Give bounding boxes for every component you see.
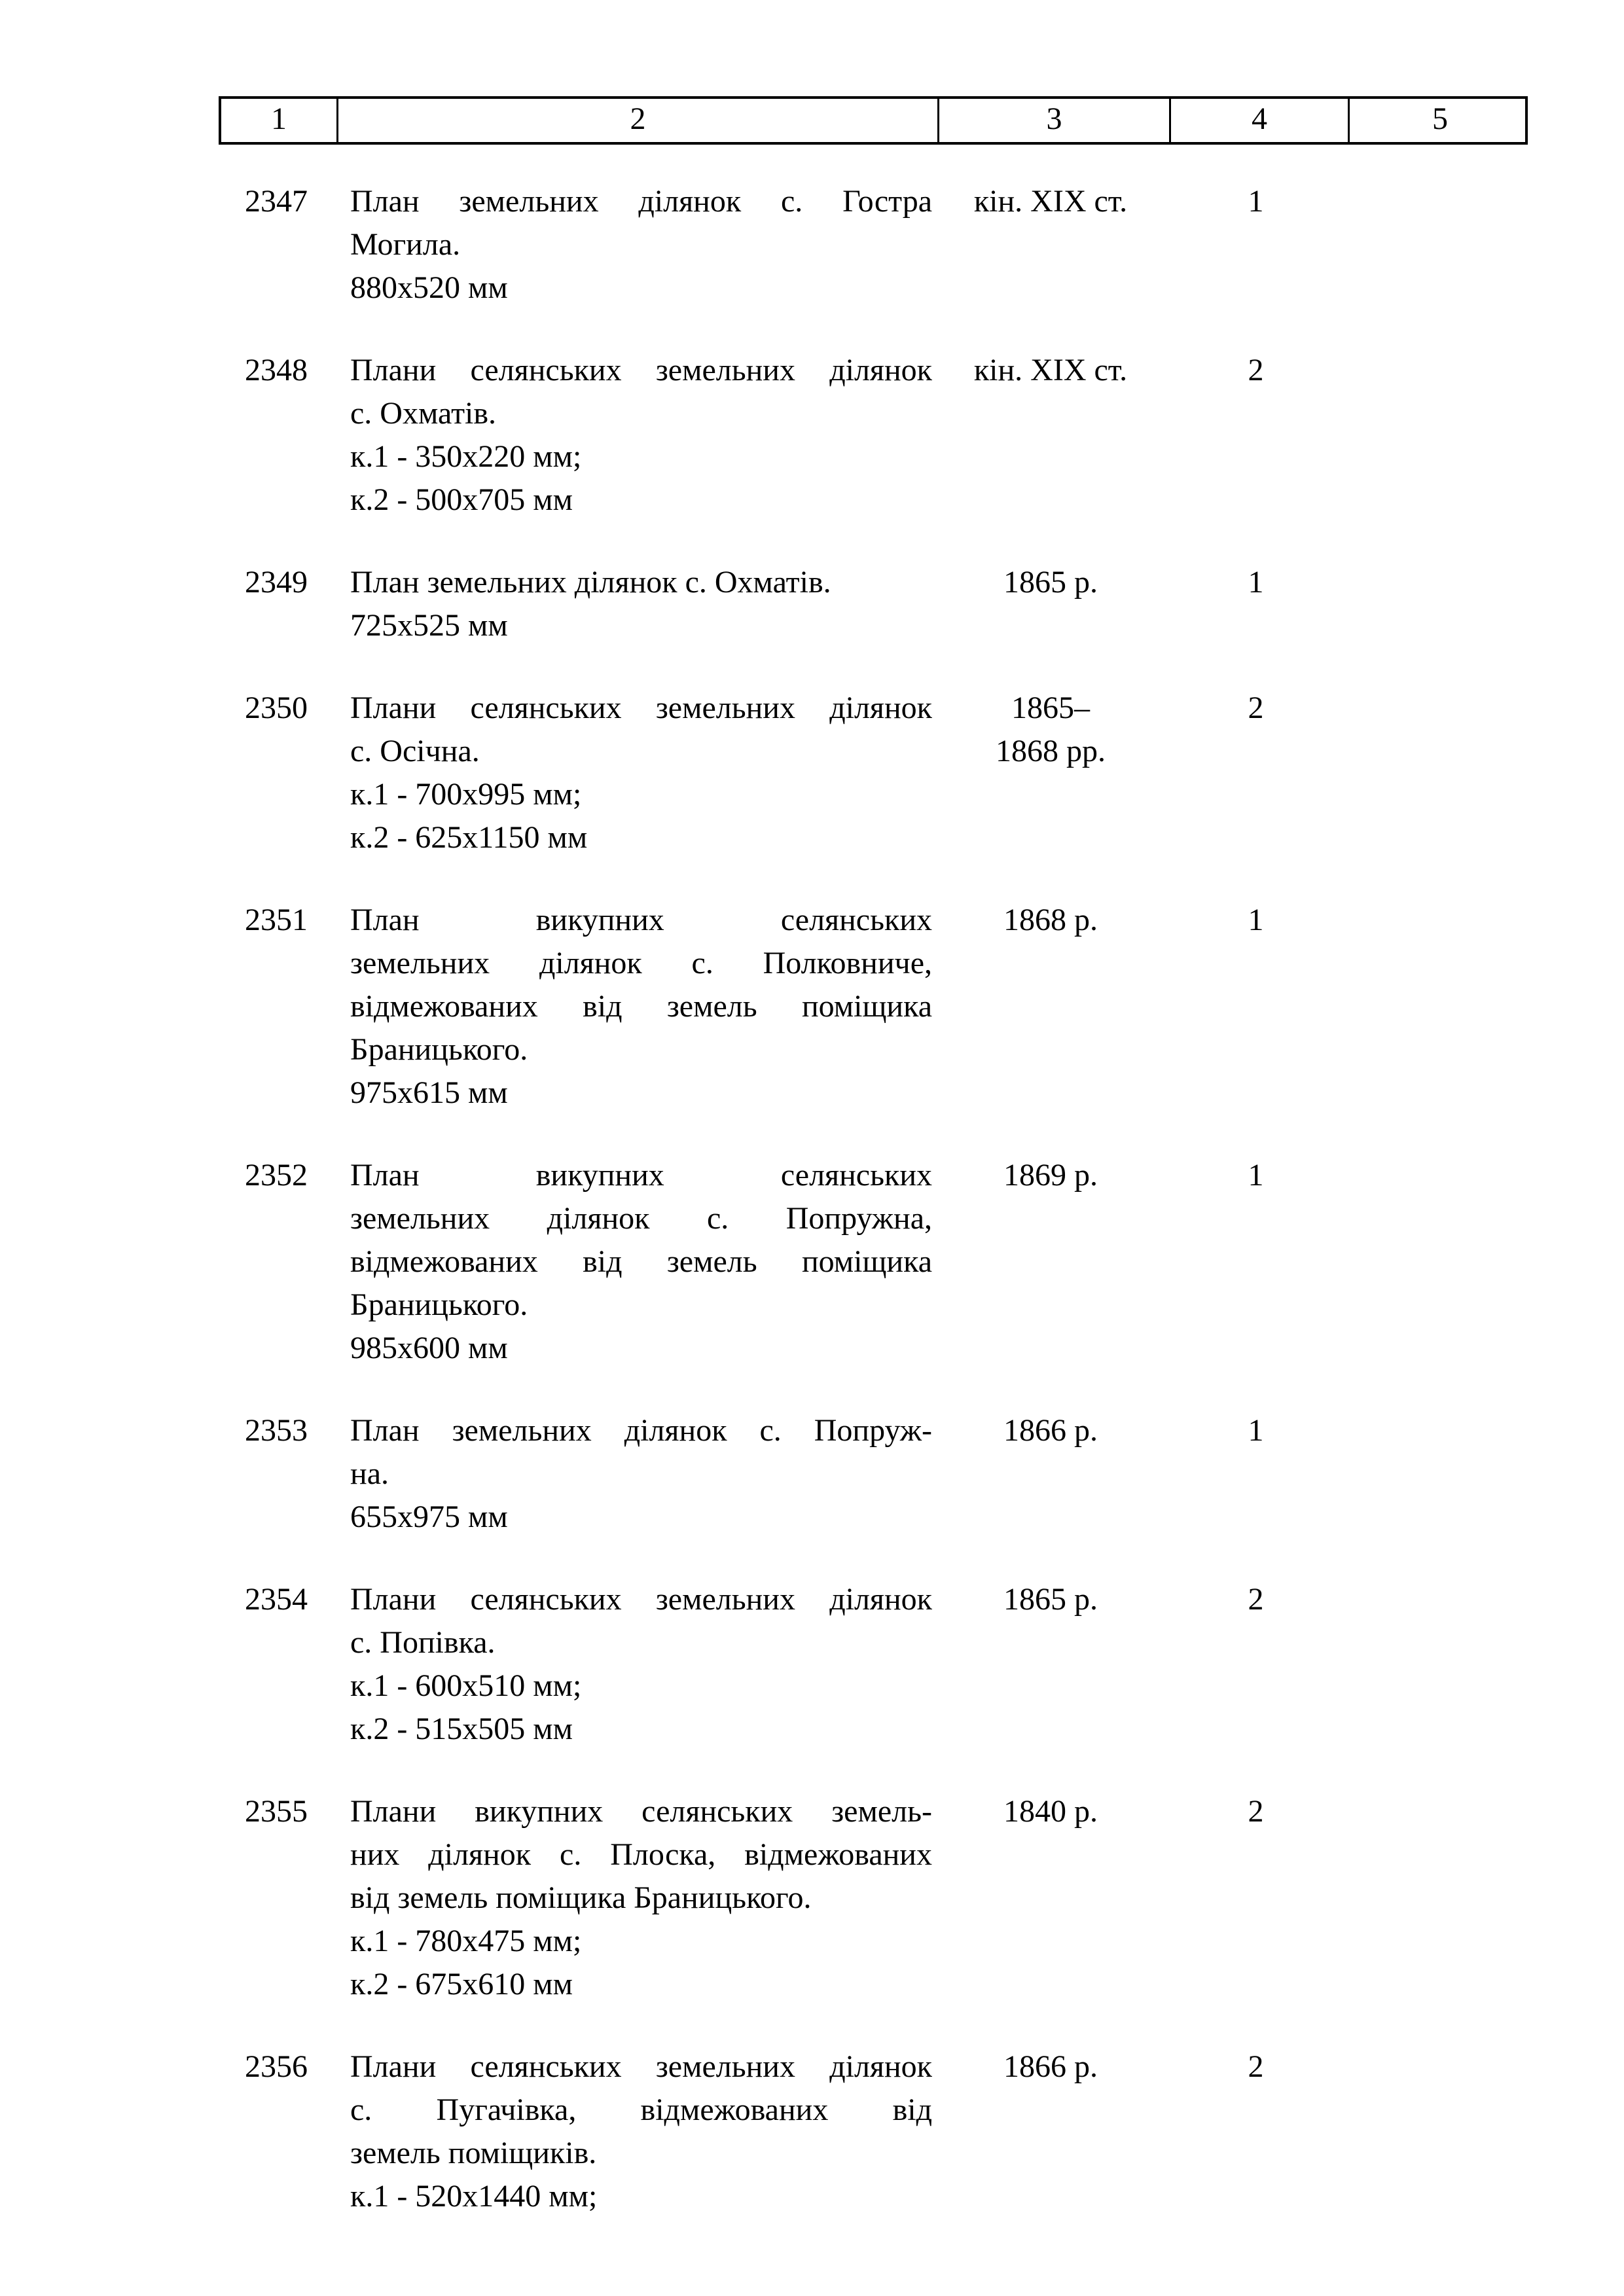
row-date (935, 2045, 1166, 2089)
size-line: 655х975 мм (350, 1499, 508, 1534)
description-line: земель поміщиків. (350, 2136, 597, 2170)
row-number: 2354 (245, 1582, 308, 1617)
row-description (334, 180, 935, 310)
row-count: 1 (1248, 1413, 1264, 1448)
description-line: Плани селянських земельних ділянок (350, 1582, 932, 1617)
description-line: Плани селянських земельних ділянок (350, 691, 932, 725)
date-line: 1840 р. (1003, 1794, 1098, 1829)
column-header-4: 4 (1169, 99, 1348, 142)
description-line: відмежованих від земель поміщика (350, 989, 932, 1024)
row-count: 1 (1248, 565, 1264, 600)
row-description (334, 1578, 935, 1751)
row-description (334, 1790, 935, 2006)
row-number: 2351 (245, 903, 308, 937)
date-line: 1869 р. (1003, 1158, 1098, 1193)
column-header-2: 2 (336, 99, 937, 142)
row-number: 2349 (245, 565, 308, 600)
row-count: 2 (1248, 691, 1264, 725)
description-line: на. (350, 1456, 389, 1491)
row-description (334, 2045, 935, 2218)
row-date (935, 687, 1166, 773)
description-line: с. Попівка. (350, 1625, 496, 1660)
table-row (219, 1409, 1528, 1539)
row-description (334, 1409, 935, 1539)
row-count: 2 (1248, 353, 1264, 387)
row-count: 2 (1248, 1794, 1264, 1829)
description-line: них ділянок с. Плоска, відмежованих (350, 1837, 932, 1872)
size-line: к.1 - 600х510 мм; (350, 1668, 582, 1703)
table-row (219, 180, 1528, 310)
description-line: Плани селянських земельних ділянок (350, 353, 932, 387)
size-line: 725х525 мм (350, 608, 508, 643)
row-date (935, 349, 1166, 392)
description-line: с. Осічна. (350, 734, 480, 768)
table-row (219, 561, 1528, 647)
row-number: 2350 (245, 691, 308, 725)
description-line: від земель поміщика Браницького. (350, 1880, 812, 1915)
row-description (334, 899, 935, 1115)
description-line: земельних ділянок с. Полковниче, (350, 946, 932, 980)
column-header-1: 1 (271, 101, 287, 136)
row-description (334, 349, 935, 522)
row-description (334, 687, 935, 859)
table-row (219, 687, 1528, 859)
size-line: 975х615 мм (350, 1075, 508, 1110)
table-row (219, 1790, 1528, 2006)
table-row (219, 1578, 1528, 1751)
row-count: 2 (1248, 1582, 1264, 1617)
description-line: Браницького. (350, 1287, 528, 1322)
row-date (935, 899, 1166, 942)
date-line: 1865– (1011, 691, 1090, 725)
description-line: План викупних селянських (350, 1158, 932, 1193)
row-number: 2353 (245, 1413, 308, 1448)
table-row (219, 2045, 1528, 2218)
row-date (935, 561, 1166, 604)
description-line: План земельних ділянок с. Попруж- (350, 1413, 932, 1448)
size-line: к.1 - 520х1440 мм; (350, 2179, 598, 2214)
date-line: 1865 р. (1003, 565, 1098, 600)
size-line: к.1 - 350х220 мм; (350, 439, 582, 474)
description-line: Плани селянських земельних ділянок (350, 2049, 932, 2084)
row-number: 2355 (245, 1794, 308, 1829)
date-line: 1866 р. (1003, 2049, 1098, 2084)
row-number: 2352 (245, 1158, 308, 1193)
row-description (334, 561, 935, 647)
description-line: План викупних селянських (350, 903, 932, 937)
row-date (935, 1578, 1166, 1621)
size-line: к.2 - 625х1150 мм (350, 820, 588, 855)
row-date (935, 1409, 1166, 1452)
description-line: земельних ділянок с. Попружна, (350, 1201, 932, 1236)
column-header-5: 5 (1348, 99, 1530, 142)
row-date (935, 1154, 1166, 1197)
description-line: відмежованих від земель поміщика (350, 1244, 932, 1279)
row-count: 1 (1248, 903, 1264, 937)
row-number: 2356 (245, 2049, 308, 2084)
row-date (935, 180, 1166, 223)
description-line: Плани викупних селянських земель- (350, 1794, 932, 1829)
description-line: с. Пугачівка, відмежованих від (350, 2092, 932, 2127)
row-number: 2348 (245, 353, 308, 387)
row-number: 2347 (245, 184, 308, 219)
row-count: 2 (1248, 2049, 1264, 2084)
table-body (219, 180, 1528, 2257)
row-count: 1 (1248, 184, 1264, 219)
size-line: к.2 - 675х610 мм (350, 1967, 573, 2001)
description-line: План земельних ділянок с. Гостра (350, 184, 932, 219)
description-line: с. Охматів. (350, 396, 497, 431)
date-line: 1868 р. (1003, 903, 1098, 937)
date-line: 1866 р. (1003, 1413, 1098, 1448)
column-header-table (219, 96, 1528, 145)
date-line: кін. XIX ст. (973, 353, 1128, 387)
row-date (935, 1790, 1166, 1833)
description-line: Браницького. (350, 1032, 528, 1067)
size-line: к.1 - 700х995 мм; (350, 777, 582, 812)
description-line: План земельних ділянок с. Охматів. (350, 565, 831, 600)
table-row (219, 349, 1528, 522)
table-row (219, 1154, 1528, 1370)
table-row (219, 899, 1528, 1115)
description-line: Могила. (350, 227, 461, 262)
size-line: к.1 - 780х475 мм; (350, 1924, 582, 1958)
size-line: к.2 - 500х705 мм (350, 482, 573, 517)
size-line: 880х520 мм (350, 270, 508, 305)
row-count: 1 (1248, 1158, 1264, 1193)
size-line: 985х600 мм (350, 1331, 508, 1365)
date-line: 1868 рр. (996, 734, 1106, 768)
row-description (334, 1154, 935, 1370)
size-line: к.2 - 515х505 мм (350, 1712, 573, 1746)
column-header-3: 3 (937, 99, 1169, 142)
date-line: 1865 р. (1003, 1582, 1098, 1617)
date-line: кін. XIX ст. (973, 184, 1128, 219)
